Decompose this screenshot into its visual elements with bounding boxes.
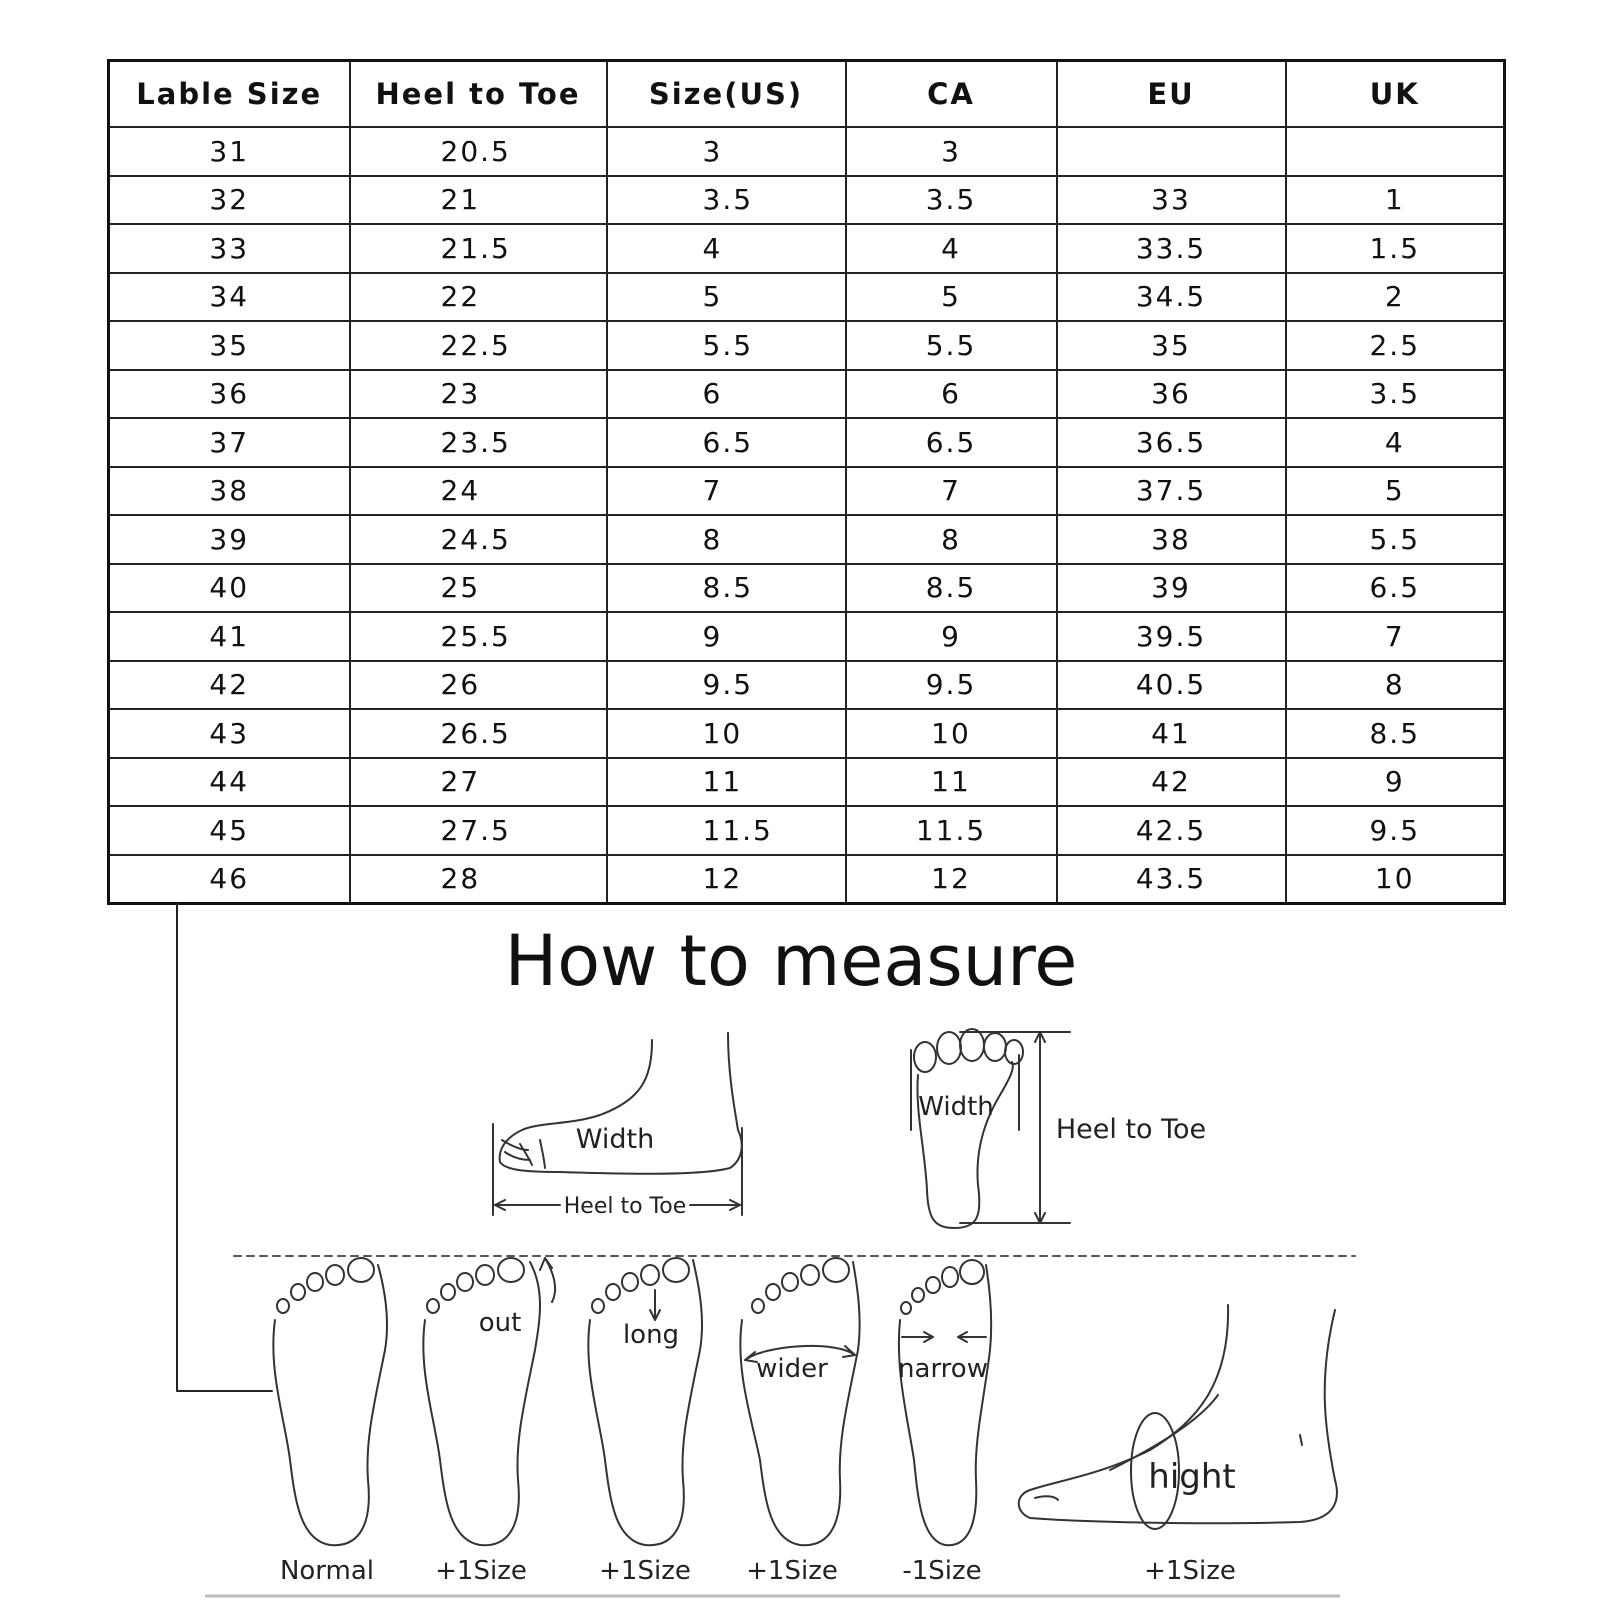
table-cell: 32	[109, 176, 350, 225]
sole-foot-illustration	[911, 1029, 1070, 1228]
table-cell: 22.5	[350, 321, 607, 370]
table-cell: 4	[1286, 418, 1505, 467]
table-cell: 44	[109, 758, 350, 807]
table-cell: 39.5	[1057, 612, 1286, 661]
foot-wider-illustration	[740, 1258, 859, 1545]
table-cell: 45	[109, 806, 350, 855]
table-cell: 31	[109, 127, 350, 176]
table-cell: 27	[350, 758, 607, 807]
table-cell: 5	[846, 273, 1057, 322]
table-cell: 9	[607, 612, 846, 661]
table-cell: 24.5	[350, 515, 607, 564]
foot-wider-annotation: wider	[756, 1354, 828, 1384]
table-cell: 38	[1057, 515, 1286, 564]
foot-long-annotation: long	[622, 1320, 680, 1350]
foot-long-illustration	[588, 1258, 702, 1545]
table-cell: 4	[846, 224, 1057, 273]
table-cell: 8	[1286, 661, 1505, 710]
table-cell: 3.5	[607, 176, 846, 225]
table-cell: 3.5	[1286, 370, 1505, 419]
table-cell: 3	[846, 127, 1057, 176]
foot-narrow-size-label: -1Size	[902, 1556, 982, 1586]
table-cell: 11.5	[607, 806, 846, 855]
foot-narrow-annotation: narrow	[898, 1354, 988, 1384]
table-cell: 23.5	[350, 418, 607, 467]
table-cell: 25.5	[350, 612, 607, 661]
table-cell: 35	[1057, 321, 1286, 370]
table-cell: 8	[846, 515, 1057, 564]
column-header: Size(US)	[607, 61, 846, 128]
table-cell: 40.5	[1057, 661, 1286, 710]
table-cell: 6	[846, 370, 1057, 419]
table-cell: 42	[1057, 758, 1286, 807]
table-cell: 10	[1286, 855, 1505, 904]
table-cell: 24	[350, 467, 607, 516]
table-cell: 6.5	[607, 418, 846, 467]
table-cell: 6.5	[846, 418, 1057, 467]
table-cell: 8.5	[846, 564, 1057, 613]
table-cell: 40	[109, 564, 350, 613]
table-cell: 46	[109, 855, 350, 904]
foot-out-annotation: out	[478, 1308, 522, 1338]
table-cell: 39	[109, 515, 350, 564]
foot-out-size-label: +1Size	[435, 1556, 527, 1586]
foot-out-illustration	[423, 1258, 555, 1545]
table-cell: 43.5	[1057, 855, 1286, 904]
table-cell: 2	[1286, 273, 1505, 322]
table-cell: 9.5	[846, 661, 1057, 710]
table-cell: 37.5	[1057, 467, 1286, 516]
table-cell: 36	[1057, 370, 1286, 419]
table-cell: 7	[1286, 612, 1505, 661]
table-cell: 6	[607, 370, 846, 419]
table-cell: 6.5	[1286, 564, 1505, 613]
table-cell: 9	[846, 612, 1057, 661]
table-cell: 1.5	[1286, 224, 1505, 273]
foot-narrow-illustration	[899, 1260, 991, 1545]
table-cell: 22	[350, 273, 607, 322]
table-cell: 23	[350, 370, 607, 419]
table-cell: 42.5	[1057, 806, 1286, 855]
table-cell: 11.5	[846, 806, 1057, 855]
table-cell: 11	[846, 758, 1057, 807]
foot-hight-annotation: hight	[1148, 1457, 1236, 1497]
table-cell: 33.5	[1057, 224, 1286, 273]
table-cell: 26.5	[350, 709, 607, 758]
foot-normal-illustration	[273, 1258, 387, 1545]
table-cell: 20.5	[350, 127, 607, 176]
table-cell: 26	[350, 661, 607, 710]
table-cell: 34.5	[1057, 273, 1286, 322]
table-cell: 1	[1286, 176, 1505, 225]
foot-hight-size-label: +1Size	[1144, 1556, 1236, 1586]
table-cell: 8.5	[1286, 709, 1505, 758]
table-cell: 39	[1057, 564, 1286, 613]
table-cell: 7	[607, 467, 846, 516]
table-cell: 10	[846, 709, 1057, 758]
table-cell: 37	[109, 418, 350, 467]
column-header: UK	[1286, 61, 1505, 128]
column-header: CA	[846, 61, 1057, 128]
table-cell: 42	[109, 661, 350, 710]
table-cell: 34	[109, 273, 350, 322]
table-cell: 27.5	[350, 806, 607, 855]
table-cell: 3.5	[846, 176, 1057, 225]
table-cell: 8.5	[607, 564, 846, 613]
sole-heel-to-toe-label: Heel to Toe	[1055, 1114, 1207, 1145]
table-cell: 5	[607, 273, 846, 322]
column-header: Lable Size	[109, 61, 350, 128]
sole-width-label: Width	[918, 1092, 994, 1122]
table-cell: 41	[1057, 709, 1286, 758]
table-cell: 5.5	[846, 321, 1057, 370]
table-cell: 2.5	[1286, 321, 1505, 370]
table-cell: 21	[350, 176, 607, 225]
table-cell: 38	[109, 467, 350, 516]
foot-wider-size-label: +1Size	[746, 1556, 838, 1586]
column-header: EU	[1057, 61, 1286, 128]
table-cell: 9.5	[1286, 806, 1505, 855]
foot-normal-size-label: Normal	[279, 1556, 375, 1586]
table-cell: 21.5	[350, 224, 607, 273]
table-cell: 25	[350, 564, 607, 613]
table-cell: 36.5	[1057, 418, 1286, 467]
table-cell: 7	[846, 467, 1057, 516]
table-cell: 33	[1057, 176, 1286, 225]
table-cell: 9.5	[607, 661, 846, 710]
table-cell: 36	[109, 370, 350, 419]
connector-line	[177, 904, 272, 1391]
side-heel-to-toe-label: Heel to Toe	[563, 1194, 687, 1219]
foot-long-size-label: +1Size	[599, 1556, 691, 1586]
table-cell: 28	[350, 855, 607, 904]
table-cell: 5.5	[1286, 515, 1505, 564]
table-cell: 5	[1286, 467, 1505, 516]
table-cell: 41	[109, 612, 350, 661]
table-cell: 3	[607, 127, 846, 176]
how-to-measure-title: How to measure	[504, 920, 1078, 1002]
table-cell: 33	[109, 224, 350, 273]
table-cell: 12	[846, 855, 1057, 904]
table-cell: 35	[109, 321, 350, 370]
table-cell: 5.5	[607, 321, 846, 370]
table-cell: 4	[607, 224, 846, 273]
table-cell: 12	[607, 855, 846, 904]
table-cell: 9	[1286, 758, 1505, 807]
column-header: Heel to Toe	[350, 61, 607, 128]
table-cell: 11	[607, 758, 846, 807]
table-cell: 43	[109, 709, 350, 758]
table-cell: 10	[607, 709, 846, 758]
table-cell: 8	[607, 515, 846, 564]
side-width-label: Width	[575, 1124, 655, 1155]
